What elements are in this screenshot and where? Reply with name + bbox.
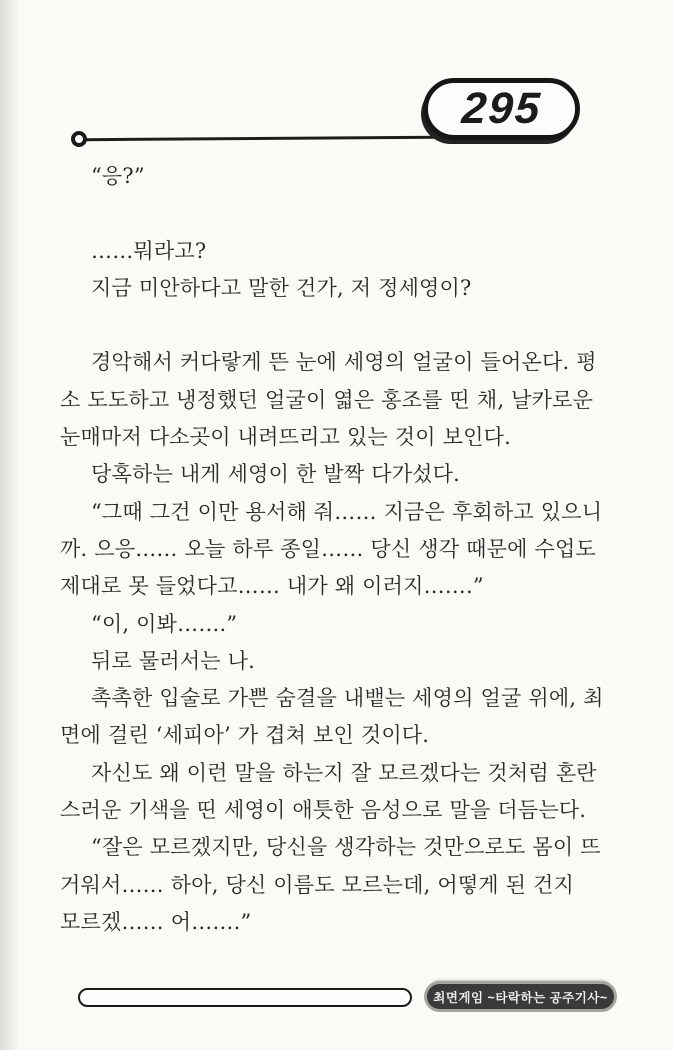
page-number: 295	[460, 84, 543, 133]
footer-capsule	[78, 988, 412, 1007]
text-line: 당혹하는 내게 세영이 한 발짝 다가섰다.	[91, 462, 461, 487]
header-rule	[85, 136, 437, 141]
text-line: 까. 으응…… 오늘 하루 종일…… 당신 생각 때문에 수업도	[60, 536, 596, 561]
page-gutter-shadow	[0, 0, 20, 1050]
text-line: 경악해서 커다랗게 뜬 눈에 세영의 얼굴이 들어온다. 평	[91, 350, 597, 375]
text-line: 스러운 기색을 띤 세영이 애틋한 음성으로 말을 더듬는다.	[60, 798, 587, 823]
text-line: 모르겠…… 어…….”	[60, 909, 252, 934]
text-line: 자신도 왜 이런 말을 하는지 잘 모르겠다는 것처럼 혼란	[91, 760, 597, 785]
text-line: 지금 미안하다고 말한 건가, 저 정세영이?	[91, 275, 472, 300]
series-title-badge: 최면게임 ~타락하는 공주기사~	[427, 984, 614, 1009]
body-text	[60, 158, 616, 941]
text-line: “그때 그건 이만 용서해 줘…… 지금은 후회하고 있으니	[91, 499, 603, 524]
text-line: 제대로 못 들었다고…… 내가 왜 이러지…….”	[60, 574, 484, 599]
text-line: 눈매마저 다소곳이 내려뜨리고 있는 것이 보인다.	[60, 425, 511, 450]
text-line: “응?”	[91, 164, 145, 188]
text-line: “이, 이봐…….”	[91, 611, 238, 636]
text-line: 촉촉한 입술로 가쁜 숨결을 내뱉는 세영의 얼굴 위에, 최	[91, 686, 604, 711]
page-number-badge	[423, 78, 580, 140]
text-line: “잘은 모르겠지만, 당신을 생각하는 것만으로도 몸이 뜨	[91, 835, 601, 860]
text-line	[60, 195, 616, 232]
text-line	[60, 307, 616, 344]
text-line: 면에 걸린 ‘세피아’ 가 겹쳐 보인 것이다.	[60, 723, 430, 748]
text-line: 뒤로 물러서는 나.	[91, 648, 256, 673]
text-line: 소 도도하고 냉정했던 얼굴이 엷은 홍조를 띤 채, 날카로운	[60, 387, 594, 412]
text-line: 거워서…… 하아, 당신 이름도 모르는데, 어떻게 된 건지	[60, 872, 574, 897]
text-line: ……뭐라고?	[91, 238, 207, 263]
